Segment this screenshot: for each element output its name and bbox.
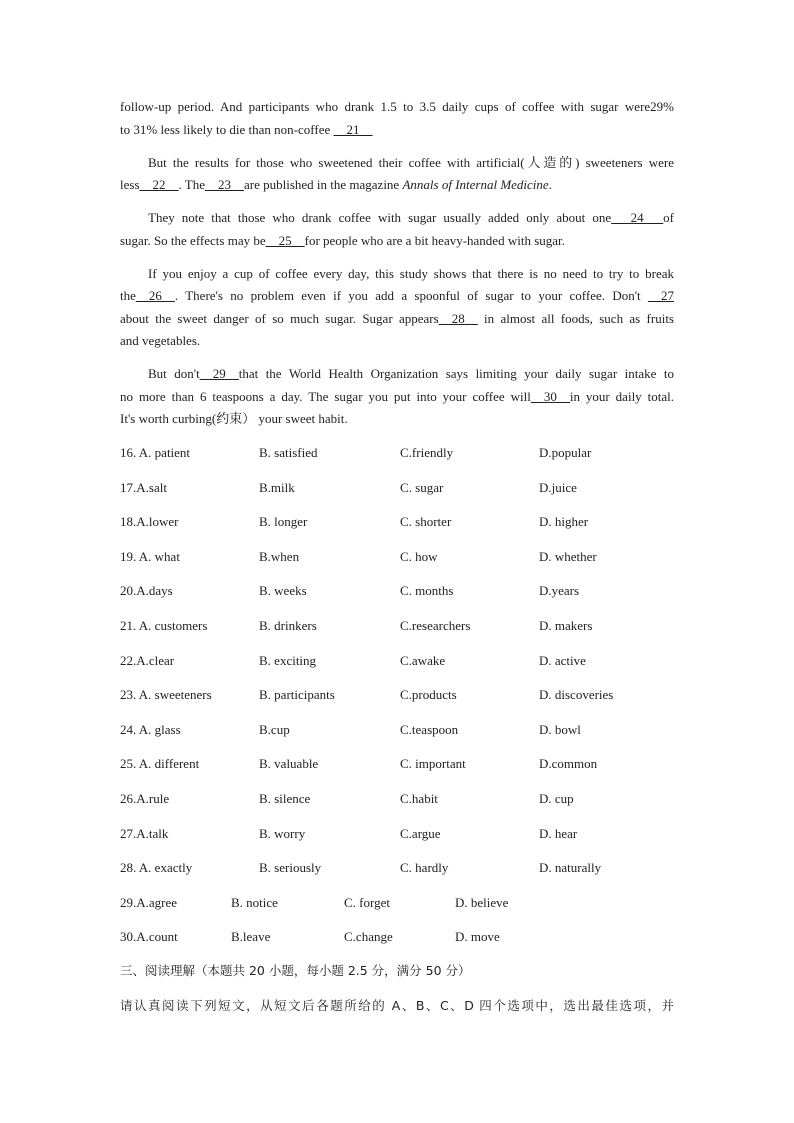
option-a: 25. A. different	[120, 756, 200, 771]
option-b: B. satisfied	[259, 445, 318, 460]
option-d: D. higher	[539, 514, 589, 529]
section-heading: 三、阅读理解（本题共 20 小题，每小题 2.5 分，满分 50 分）	[120, 963, 471, 978]
blank-21: __21__	[333, 122, 373, 137]
option-a: 27.A.talk	[120, 826, 169, 841]
option-d: D.juice	[539, 480, 577, 495]
option-a: 17.A.salt	[120, 480, 167, 495]
option-b: B. valuable	[259, 756, 319, 771]
blank-22: __22__	[139, 177, 179, 192]
option-d: D. whether	[539, 549, 597, 564]
passage-line: If you enjoy a cup of coffee every day, this study shows that there is no need to try to break	[148, 266, 674, 281]
option-b: B. longer	[259, 514, 308, 529]
option-d: D.years	[539, 583, 580, 598]
option-d: D. discoveries	[539, 687, 614, 702]
journal-title: Annals of Internal Medicine	[402, 177, 549, 192]
option-c: C.researchers	[400, 618, 471, 633]
option-c: C. months	[400, 583, 454, 598]
option-c: C.teaspoon	[400, 722, 459, 737]
option-c: C. shorter	[400, 514, 452, 529]
blank-23: __23__	[204, 177, 244, 192]
option-d: D.popular	[539, 445, 592, 460]
option-d: D. hear	[539, 826, 578, 841]
option-b: B. seriously	[259, 860, 322, 875]
blank-29: __29__	[199, 366, 239, 381]
option-c: C.change	[344, 929, 393, 944]
option-b: B. silence	[259, 791, 311, 806]
option-b: B. weeks	[259, 583, 307, 598]
option-b: B. worry	[259, 826, 306, 841]
option-c: C.habit	[400, 791, 438, 806]
passage-line: They note that those who drank coffee with sugar usually added only about one___24___of	[148, 210, 674, 225]
passage-line: about the sweet danger of so much sugar. Sugar appears__28__ in almost all foods, such as fruits	[120, 311, 674, 326]
blank-28: __28__	[438, 311, 478, 326]
option-d: D. active	[539, 653, 586, 668]
option-a: 18.A.lower	[120, 514, 179, 529]
passage-line: It's worth curbing(约束） your sweet habit.	[120, 411, 348, 426]
option-c: C.friendly	[400, 445, 454, 460]
option-c: C.argue	[400, 826, 441, 841]
option-d: D. naturally	[539, 860, 602, 875]
option-c: C. how	[400, 549, 438, 564]
option-a: 28. A. exactly	[120, 860, 193, 875]
option-d: D. believe	[455, 895, 509, 910]
option-d: D. bowl	[539, 722, 581, 737]
option-b: B.leave	[231, 929, 271, 944]
option-a: 26.A.rule	[120, 791, 170, 806]
option-a: 30.A.count	[120, 929, 178, 944]
option-c: C. hardly	[400, 860, 449, 875]
passage-line: But don't__29__that the World Health Organization says limiting your daily sugar intake to	[148, 366, 674, 381]
option-c: C.awake	[400, 653, 446, 668]
option-a: 22.A.clear	[120, 653, 175, 668]
passage-line: sugar. So the effects may be__25__for people who are a bit heavy-handed with sugar.	[120, 233, 565, 248]
option-b: B.when	[259, 549, 300, 564]
passage-line: less__22__. The__23__are published in the magazine Annals of Internal Medicine.	[120, 177, 552, 192]
passage-line: to 31% less likely to die than non-coffee __21__	[120, 122, 373, 137]
option-c: C. important	[400, 756, 466, 771]
option-d: D. makers	[539, 618, 593, 633]
passage-line: follow-up period. And participants who drank 1.5 to 3.5 daily cups of coffee with sugar were29%	[120, 99, 674, 114]
section-instruction: 请认真阅读下列短文，从短文后各题所给的 A、B、C、D 四个选项中，选出最佳选项，并	[120, 998, 674, 1013]
option-b: B.cup	[259, 722, 290, 737]
option-a: 19. A. what	[120, 549, 180, 564]
blank-24: ___24___	[611, 210, 664, 225]
passage-line: and vegetables.	[120, 333, 201, 348]
option-a: 20.A.days	[120, 583, 173, 598]
option-a: 16. A. patient	[120, 445, 191, 460]
option-a: 29.A.agree	[120, 895, 178, 910]
blank-26: __26__	[135, 288, 175, 303]
option-d: D. move	[455, 929, 500, 944]
option-b: B. drinkers	[259, 618, 317, 633]
option-a: 23. A. sweeteners	[120, 687, 212, 702]
option-b: B. exciting	[259, 653, 317, 668]
blank-27: __27	[648, 288, 675, 303]
option-b: B.milk	[259, 480, 295, 495]
passage-line: no more than 6 teaspoons a day. The sugar you put into your coffee will__30__in your daily total.	[120, 389, 674, 404]
passage-line: But the results for those who sweetened their coffee with artificial(人造的) sweeteners were	[148, 155, 674, 170]
option-c: C.products	[400, 687, 457, 702]
blank-30: __30__	[530, 389, 570, 404]
option-d: D. cup	[539, 791, 574, 806]
option-c: C. sugar	[400, 480, 444, 495]
blank-25: __25__	[265, 233, 305, 248]
passage-line: the__26__. There's no problem even if you add a spoonful of sugar to your coffee. Don't __27	[120, 288, 675, 303]
option-b: B. notice	[231, 895, 278, 910]
option-d: D.common	[539, 756, 598, 771]
option-a: 21. A. customers	[120, 618, 208, 633]
option-b: B. participants	[259, 687, 335, 702]
option-c: C. forget	[344, 895, 390, 910]
option-a: 24. A. glass	[120, 722, 181, 737]
